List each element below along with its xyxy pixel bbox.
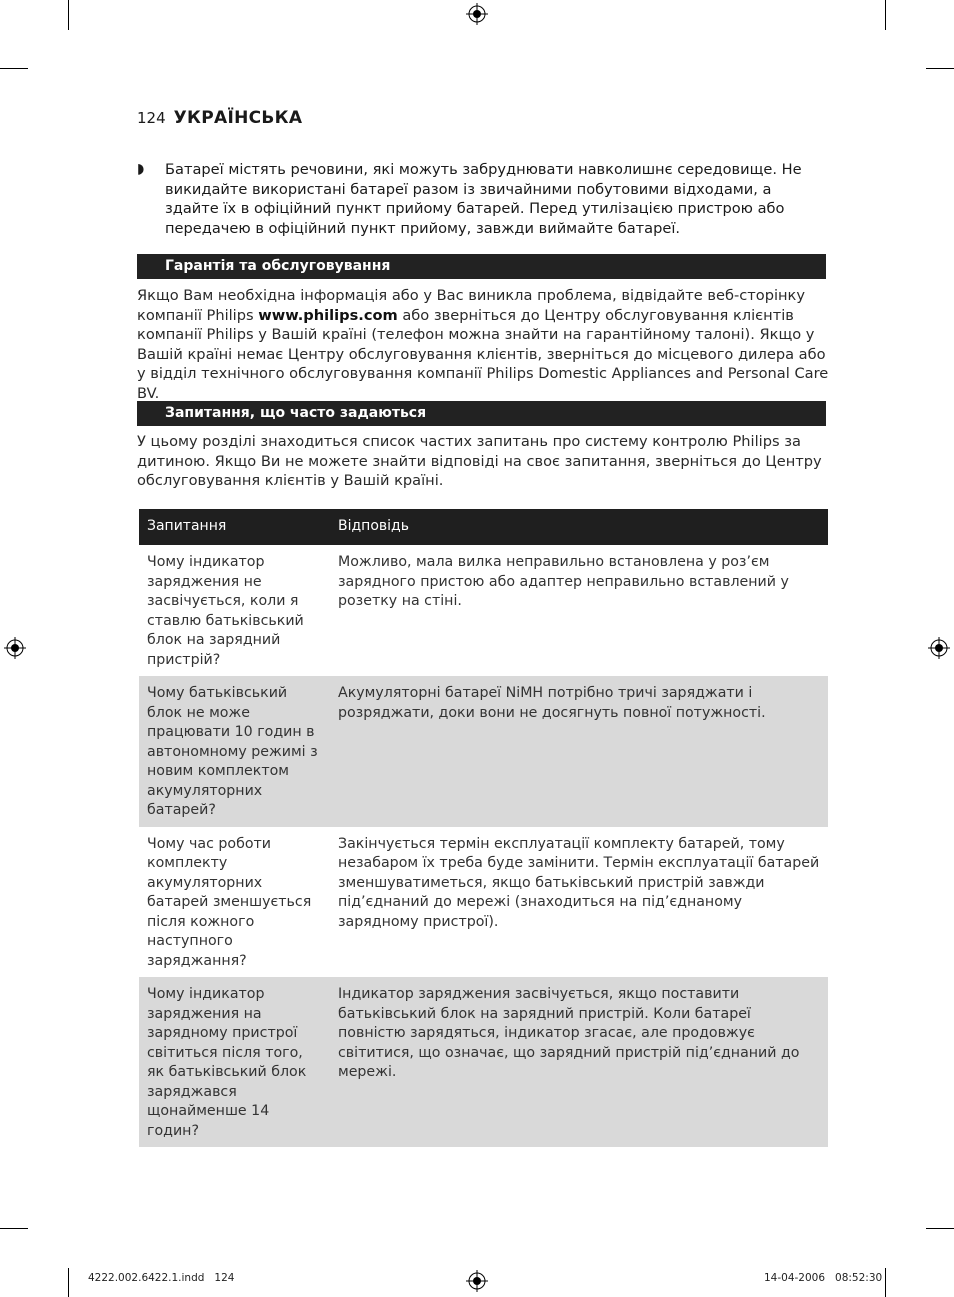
column-header-question: Запитання xyxy=(139,509,330,545)
question-cell: Чому індикатор заряджения не засвічується, коли я ставлю батьківський блок на зарядний пристрій? xyxy=(147,554,304,668)
registration-mark-icon xyxy=(466,1270,488,1292)
crop-mark xyxy=(0,1228,28,1229)
crop-mark xyxy=(0,68,28,69)
registration-mark-icon xyxy=(466,3,488,25)
warranty-paragraph xyxy=(137,286,829,403)
question-cell: Чому час роботи комплекту акумуляторних батарей зменшується після кожного наступного заряджання? xyxy=(147,835,312,969)
page-number: 124 xyxy=(137,109,166,127)
crop-mark xyxy=(926,68,954,69)
crop-mark xyxy=(885,1268,886,1297)
table-row xyxy=(139,545,828,676)
registration-mark-icon xyxy=(928,637,950,659)
footer-datetime: 14-04-2006 08:52:30 xyxy=(764,1272,883,1284)
crop-mark xyxy=(885,0,886,30)
bullet-icon: ◗ xyxy=(137,161,145,177)
warranty-text-end: або зверніться до Центру обслуговування клієнтів компанії Philips у Вашій країні (телефон можна знайти на гарантійному талоні). Якщо у Вашій країні немає Центру обслуговування клієнтів, зверніться до місцевого дилера або у відділ технічного обслуговування компанії Philips Domestic Appliances and Personal Care BV. xyxy=(137,306,829,402)
faq-table xyxy=(139,509,828,1147)
crop-mark xyxy=(68,1268,69,1297)
crop-mark xyxy=(926,1228,954,1229)
warranty-text-start: Якщо Вам необхідна інформація або у Вас виникла проблема, відвідайте веб-сторінку компанії Philips xyxy=(137,287,806,324)
question-cell: Чому індикатор заряджения на зарядному пристрої світиться після того, як батьківський блок заряджався щонайменше 14 годин? xyxy=(139,977,330,1147)
column-header-answer: Відповідь xyxy=(330,509,828,545)
answer-cell: Можливо, мала вилка неправильно встановлена у роз’єм зарядного пристою або адаптер неправильно вставлений у розетку на стіні. xyxy=(338,554,789,609)
answer-cell: Закінчується термін експлуатації комплекту батарей, тому незабаром їх треба буде замінити. Термін експлуатації батарей зменшуватиметься, якщо батьківський пристрій завжди під’єднаний до мережі (знаходиться на під’єднаному зарядному пристрої). xyxy=(338,835,820,930)
faq-intro: У цьому розділі знаходиться список частих запитань про систему контролю Philips за дитиною. Якщо Ви не можете знайти відповіді на своє запитання, зверніться до Центру обслуговування клієнтів у Вашій країні. xyxy=(137,433,822,489)
table-header-row xyxy=(139,509,828,545)
section-heading-warranty: Гарантія та обслуговування xyxy=(137,254,826,279)
philips-website-link[interactable]: www.philips.com xyxy=(258,306,398,324)
registration-mark-icon xyxy=(4,637,26,659)
bullet-text: Батареї містять речовини, які можуть забруднювати навколишнє середовище. Не викидайте використані батареї разом із звичайними побутовими відходами, а здайте їх в офіційний пункт прийому батарей. Перед утилізацією пристрою або передачею в офіційний пункт прийому, завжди виймайте батареї. xyxy=(165,161,802,237)
footer-file-name: 4222.002.6422.1.indd 124 xyxy=(88,1272,235,1284)
table-row xyxy=(139,676,828,827)
table-row xyxy=(139,977,828,1147)
page-header xyxy=(137,108,302,128)
question-cell: Чому батьківський блок не може працювати 10 годин в автономному режимі з новим комплектом акумуляторних батарей? xyxy=(139,676,330,827)
answer-cell: Індикатор заряджения засвічується, якщо поставити батьківський блок на зарядний пристрій. Коли батареї повністю зарядяться, індикатор згасає, але продовжує світитися, що означає, що зарядний пристрій під’єднаний до мережі. xyxy=(330,977,828,1147)
table-row xyxy=(139,827,828,978)
bullet-item xyxy=(137,160,829,238)
language-title: УКРАЇНСЬКА xyxy=(173,108,303,128)
answer-cell: Акумуляторні батареї NiMH потрібно тричі заряджати і розряджати, доки вони не досягнуть повної потужності. xyxy=(330,676,828,827)
crop-mark xyxy=(68,0,69,30)
section-heading-faq: Запитання, що часто задаються xyxy=(137,401,826,426)
